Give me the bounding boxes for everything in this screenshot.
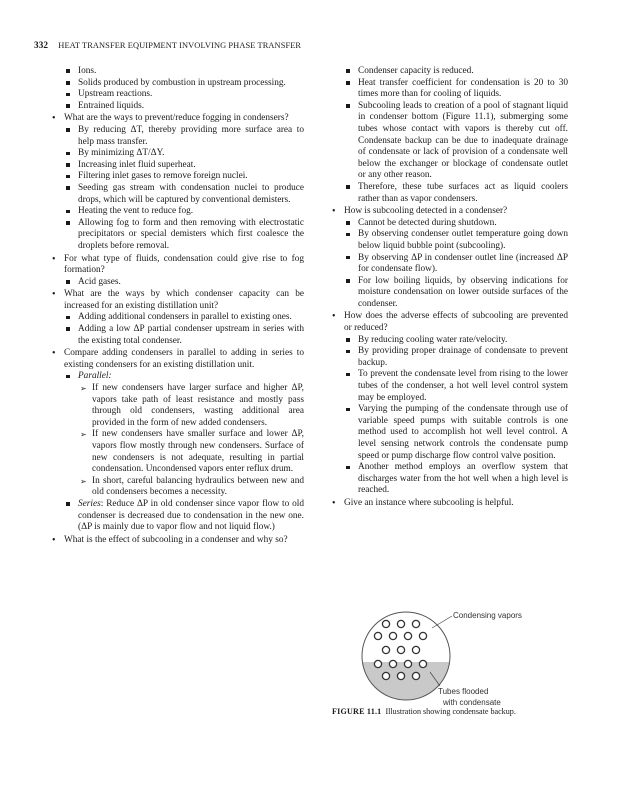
series-text: Reduce ΔP in old condenser since vapor flow to old condenser is decreased due to condensation in the new one. (ΔP is mainly due to vapor flow and not liquid flow.)	[78, 498, 304, 533]
tube	[419, 632, 426, 639]
list-item: Solids produced by combustion in upstream processing.	[78, 78, 304, 90]
sub-list-item: ➢ If new condensers have larger surface and higher ΔP, vapors take path of least resistance and mostly pass through old condensers, wasting additional area provided in the form of new added condensers.	[92, 383, 304, 429]
list-item: Seeding gas stream with condensation nuclei to produce drops, which will be captured by conventional demisters.	[78, 182, 304, 205]
question: • For what type of fluids, condensation could give rise to fog formation?	[64, 254, 304, 277]
condensate-backup-figure	[356, 606, 556, 706]
running-title: HEAT TRANSFER EQUIPMENT INVOLVING PHASE TRANSFER	[58, 41, 302, 50]
question: • Give an instance where subcooling is helpful.	[344, 498, 568, 510]
sub-list-item: ➢ If new condensers have smaller surface and lower ΔP, vapors flow mostly through new condensers. Surface of new condensers is not adequate, resulting in partial condensation. Uncondensed vapors enter reflux drum.	[92, 429, 304, 475]
list-item: To prevent the condensate level from rising to the lower tubes of the condenser, a hot well level control system may be employed.	[358, 369, 568, 403]
label-condensing-vapors: Condensing vapors	[453, 611, 522, 620]
page-number: 332	[34, 40, 49, 50]
question: • Compare adding condensers in parallel to adding in series to existing condensers for an existing distillation unit.	[64, 348, 304, 371]
tube	[397, 620, 404, 627]
list-item: Heat transfer coefficient for condensation is 20 to 30 times more than for cooling of liquids.	[358, 77, 568, 100]
list-item: Therefore, these tube surfaces act as liquid coolers rather than as vapor condensers.	[358, 181, 568, 204]
leader-line	[432, 616, 452, 628]
list-item: Adding a low ΔP partial condenser upstream in series with the existing total condenser.	[78, 324, 304, 346]
list-item: Varying the pumping of the condensate through use of variable speed pumps with suitable controls is one method used to accomplish hot well level control. A level sensing network controls the condensate pump speed or pump discharge flow control valve position.	[358, 404, 568, 461]
tube	[389, 660, 396, 667]
figure-caption	[332, 707, 582, 716]
list-item: By providing proper drainage of condensate to prevent backup.	[358, 346, 568, 368]
list-item: By observing condenser outlet temperature going down below liquid bubble point (subcooling).	[358, 229, 568, 251]
list-item: By minimizing ΔT/ΔY.	[78, 148, 304, 160]
question: • What are the ways to prevent/reduce fogging in condensers?	[64, 113, 304, 125]
parallel-label: Parallel:	[78, 371, 112, 382]
list-item: Entrained liquids.	[78, 101, 304, 113]
list-item: Heating the vent to reduce fog.	[78, 206, 304, 218]
tube	[374, 660, 381, 667]
sub-list-item: ➢ In short, careful balancing hydraulics between new and old condensers becomes a necessity.	[92, 476, 304, 499]
tube	[382, 646, 389, 653]
list-item: Subcooling leads to creation of a pool of stagnant liquid in condenser bottom (Figure 11.1), submerging some tubes whose contact with vapors is thereby cut off. Condensate backup can be due to inadequate drainage of condensate or lack of provision of a condensate well below the exchanger or blockage of condensate outlet or any other reason.	[358, 100, 568, 181]
list-item	[78, 371, 304, 383]
list-item: Condenser capacity is reduced.	[358, 66, 568, 78]
series-label: Series	[78, 498, 101, 509]
list-item: Series: Reduce ΔP in old condenser since vapor flow to old condenser is decreased due to condensation in the new one. (ΔP is mainly due to vapor flow and not liquid flow.)	[78, 498, 304, 533]
caption-label: FIGURE 11.1	[332, 707, 382, 716]
question: • What are the ways by which condenser capacity can be increased for an existing distillation unit?	[64, 289, 304, 312]
tube	[412, 620, 419, 627]
tube	[382, 672, 389, 679]
caption-text: Illustration showing condensate backup.	[385, 707, 516, 716]
tube	[397, 646, 404, 653]
question: • How is subcooling detected in a condenser?	[344, 206, 568, 218]
list-item: Ions.	[78, 66, 304, 78]
tube	[412, 646, 419, 653]
tube	[404, 660, 411, 667]
list-item: Allowing fog to form and then removing with electrostatic precipitators or special demisters which first coalesce the droplets before removal.	[78, 217, 304, 251]
list-item: Another method employs an overflow system that discharges water from the hot well when a high level is reached.	[358, 462, 568, 496]
list-item: Acid gases.	[78, 277, 304, 289]
list-item: Cannot be detected during shutdown.	[358, 218, 568, 230]
label-tubes-flooded: Tubes flooded	[438, 687, 489, 696]
right-column	[332, 66, 568, 510]
tube	[374, 632, 381, 639]
question: • What is the effect of subcooling in a condenser and why so?	[64, 535, 304, 547]
running-header	[34, 40, 301, 50]
list-item: For low boiling liquids, by observing indications for moisture condensation on lower outside surfaces of the condenser.	[358, 275, 568, 309]
list-item: By observing ΔP in condenser outlet line (increased ΔP for condensate flow).	[358, 252, 568, 275]
left-column	[52, 66, 304, 546]
list-item: Adding additional condensers in parallel to existing ones.	[78, 312, 304, 324]
tube	[397, 672, 404, 679]
list-item: By reducing cooling water rate/velocity.	[358, 335, 568, 347]
list-item: Upstream reactions.	[78, 89, 304, 101]
tube	[404, 632, 411, 639]
condensate-pool	[356, 662, 456, 706]
tube	[389, 632, 396, 639]
list-item: Filtering inlet gases to remove foreign nuclei.	[78, 171, 304, 183]
tube	[419, 660, 426, 667]
tube	[412, 672, 419, 679]
label-with-condensate: with condensate	[443, 698, 501, 706]
question: • How does the adverse effects of subcooling are prevented or reduced?	[344, 311, 568, 334]
tube	[382, 620, 389, 627]
list-item: By reducing ΔT, thereby providing more surface area to help mass transfer.	[78, 124, 304, 147]
list-item: Increasing inlet fluid superheat.	[78, 160, 304, 172]
